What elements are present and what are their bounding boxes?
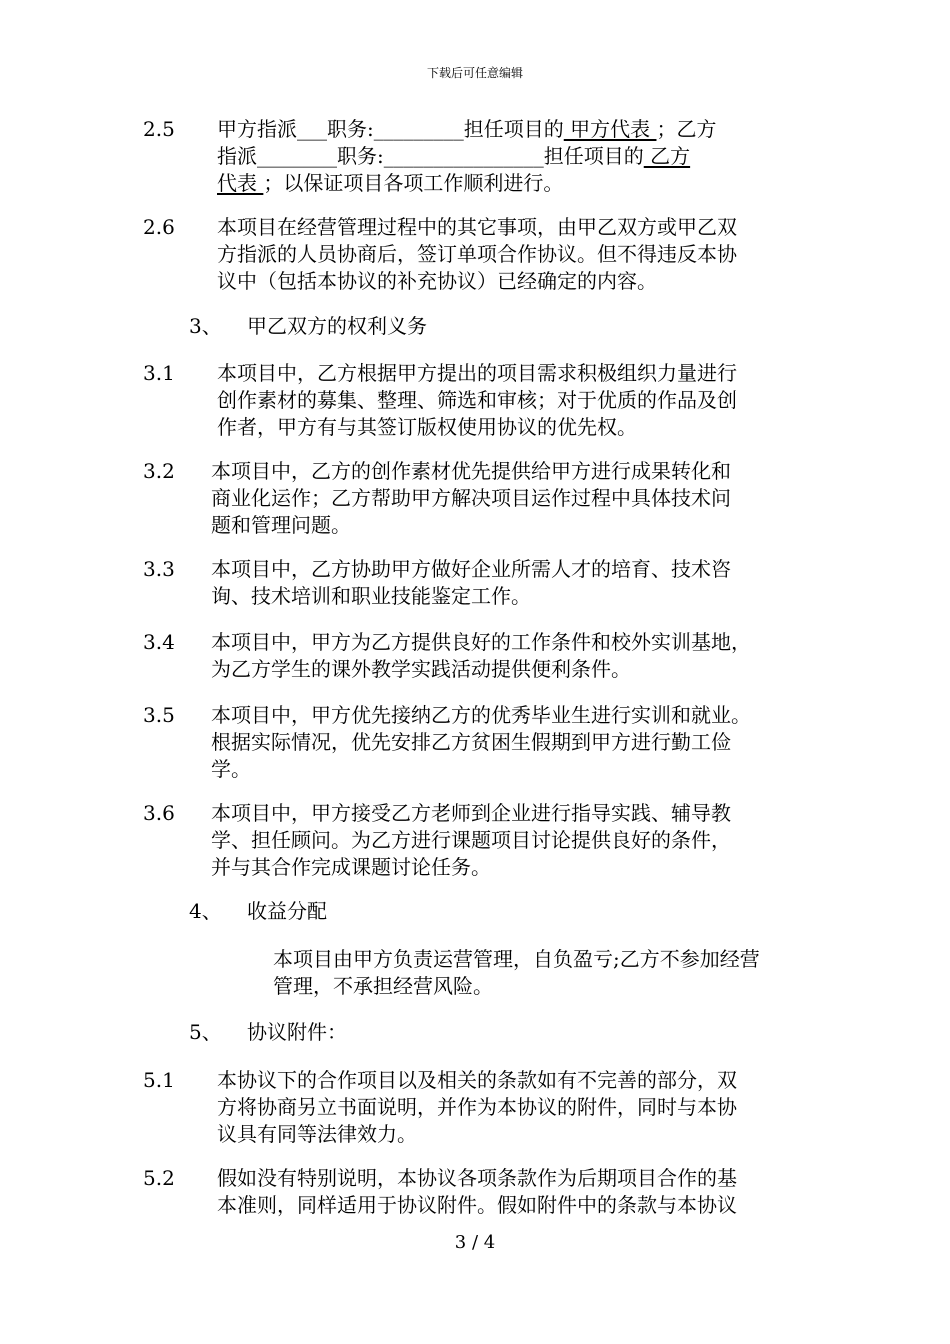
section-title: 收益分配 xyxy=(247,899,327,923)
clause-line: 学。 xyxy=(211,757,251,781)
clause-body xyxy=(211,458,731,539)
clause-text: ；以保证项目各项工作顺利进行。 xyxy=(263,171,564,195)
clause-line: 本项目中，甲方接受乙方老师到企业进行指导实践、辅导教 xyxy=(211,801,731,825)
clause-line: 学、担任顾问。为乙方进行课题项目讨论提供良好的条件， xyxy=(211,828,731,852)
section-number: 4、 xyxy=(189,899,222,923)
paragraph-line: 本项目由甲方负责运营管理，自负盈亏;乙方不参加经营 xyxy=(273,947,760,971)
clause-line: 本项目中，甲方为乙方提供良好的工作条件和校外实训基地， xyxy=(211,630,751,654)
clause-number: 3.4 xyxy=(143,630,175,654)
section-title: 甲乙双方的权利义务 xyxy=(247,314,427,338)
clause-body xyxy=(211,629,751,683)
clause-number: 3.2 xyxy=(143,459,175,483)
clause-line: 商业化运作；乙方帮助甲方解决项目运作过程中具体技术问 xyxy=(211,486,731,510)
clause-number: 5.1 xyxy=(143,1068,175,1092)
clause-body xyxy=(217,1067,737,1148)
clause-line: 作者，甲方有与其签订版权使用协议的优先权。 xyxy=(217,415,637,439)
clause-text: ；乙方 xyxy=(656,117,717,141)
clause-line: 本项目中，乙方根据甲方提出的项目需求积极组织力量进行 xyxy=(217,361,737,385)
clause-line: 本项目中，乙方的创作素材优先提供给甲方进行成果转化和 xyxy=(211,459,731,483)
clause-body xyxy=(211,800,731,881)
clause-number: 3.5 xyxy=(143,703,175,727)
section-number: 5、 xyxy=(189,1020,222,1044)
clause-body xyxy=(217,116,716,197)
clause-line: 议中（包括本协议的补充协议）已经确定的内容。 xyxy=(217,269,657,293)
party-b-rep-field: 代表 xyxy=(217,171,264,195)
clause-body xyxy=(217,1165,737,1219)
revenue-paragraph xyxy=(273,946,760,1000)
clause-number: 3.6 xyxy=(143,801,175,825)
clause-line: 本协议下的合作项目以及相关的条款如有不完善的部分，双 xyxy=(217,1068,737,1092)
clause-number: 3.1 xyxy=(143,361,175,385)
clause-line: 根据实际情况，优先安排乙方贫困生假期到甲方进行勤工俭 xyxy=(211,730,731,754)
clause-line: 创作素材的募集、整理、筛选和审核；对于优质的作品及创 xyxy=(217,388,737,412)
section-title: 协议附件： xyxy=(247,1020,347,1044)
clause-number: 5.2 xyxy=(143,1166,175,1190)
party-b-rep-field: 乙方 xyxy=(643,144,691,168)
party-a-rep-field: 甲方代表 xyxy=(563,117,657,141)
section-number: 3、 xyxy=(189,314,222,338)
clause-line: 题和管理问题。 xyxy=(211,513,351,537)
clause-body xyxy=(217,214,737,295)
clause-line: 假如没有特别说明，本协议各项条款作为后期项目合作的基 xyxy=(217,1166,737,1190)
clause-line: 方将协商另立书面说明，并作为本协议的附件，同时与本协 xyxy=(217,1095,737,1119)
clause-line: 本项目中，乙方协助甲方做好企业所需人才的培育、技术咨 xyxy=(211,557,731,581)
clause-number: 2.6 xyxy=(143,215,175,239)
clause-text: 甲方指派___职务:_________担任项目的 xyxy=(217,117,564,141)
clause-line: 本项目中，甲方优先接纳乙方的优秀毕业生进行实训和就业。 xyxy=(211,703,751,727)
clause-line: 本项目在经营管理过程中的其它事项，由甲乙双方或甲乙双 xyxy=(217,215,737,239)
clause-number: 3.3 xyxy=(143,557,175,581)
clause-line: 并与其合作完成课题讨论任务。 xyxy=(211,855,491,879)
clause-line: 询、技术培训和职业技能鉴定工作。 xyxy=(211,584,531,608)
clause-number: 2.5 xyxy=(143,117,175,141)
clause-line: 方指派的人员协商后，签订单项合作协议。但不得违反本协 xyxy=(217,242,737,266)
page-header: 下载后可任意编辑 xyxy=(426,66,523,80)
clause-line: 为乙方学生的课外教学实践活动提供便利条件。 xyxy=(211,657,631,681)
clause-body xyxy=(211,702,751,783)
page-number: 3 / 4 xyxy=(454,1232,496,1253)
clause-text: 指派________职务:________________担任项目的 xyxy=(217,144,644,168)
clause-line: 议具有同等法律效力。 xyxy=(217,1122,417,1146)
clause-body xyxy=(211,556,731,610)
clause-body xyxy=(217,360,737,441)
paragraph-line: 管理，不承担经营风险。 xyxy=(273,974,493,998)
clause-line: 本准则，同样适用于协议附件。假如附件中的条款与本协议 xyxy=(217,1193,737,1217)
